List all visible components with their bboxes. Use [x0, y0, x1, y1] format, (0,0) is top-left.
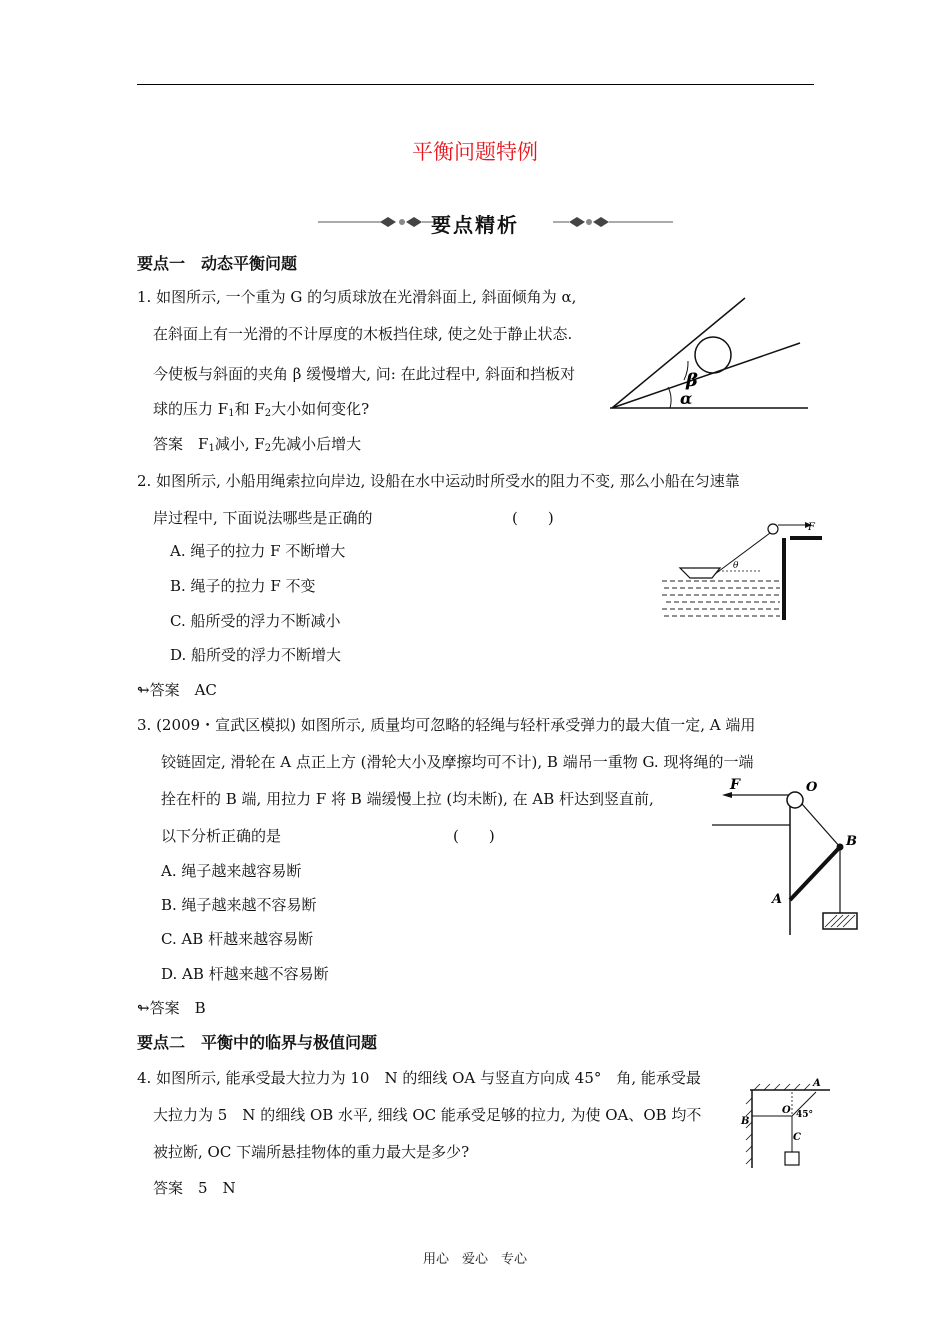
- q2-line-2: 岸过程中, 下面说法哪些是正确的: [153, 509, 373, 527]
- q3-line-4: 以下分析正确的是: [161, 827, 282, 845]
- section1-heading: 要点一 动态平衡问题: [137, 254, 298, 273]
- q3-line-3: 拴在杆的 B 端, 用拉力 F 将 B 端缓慢上拉 (均未断), 在 AB 杆达到竖直前,: [161, 790, 654, 808]
- hanging-weight: [785, 1152, 799, 1165]
- q3-option-c: C. AB 杆越来越容易断: [161, 930, 314, 948]
- fig4-a-label: A: [813, 1078, 821, 1089]
- fig4-b-label: B: [741, 1116, 750, 1127]
- figure-three-strings: [738, 1072, 838, 1172]
- q2-option-d: D. 船所受的浮力不断增大: [170, 646, 342, 664]
- answer-marker-icon: ↬: [137, 999, 150, 1017]
- fig3-b-label: B: [846, 834, 857, 849]
- header-rule: [137, 84, 814, 85]
- figure-boat-pulley: [660, 518, 830, 623]
- q3-option-d: D. AB 杆越来越不容易断: [161, 965, 329, 983]
- q1-line-2: 在斜面上有一光滑的不计厚度的木板挡住球, 使之处于静止状态.: [153, 325, 573, 343]
- page-title: 平衡问题特例: [412, 140, 538, 164]
- q4-answer: 答案 5 N: [153, 1179, 236, 1197]
- q4-line-1: 4. 如图所示, 能承受最大拉力为 10 N 的细线 OA 与竖直方向成 45° 角, 能承受最: [137, 1069, 701, 1087]
- fig4-c-label: C: [793, 1132, 801, 1143]
- q3-option-b: B. 绳子越来越不容易断: [161, 896, 317, 914]
- fig3-f-label: F: [730, 777, 740, 793]
- fig2-theta-label: θ: [733, 561, 739, 571]
- figure-inclined-plane: [610, 295, 815, 415]
- answer-marker-icon: ↬: [137, 681, 150, 699]
- boat: [680, 568, 720, 578]
- q1-line-4: 球的压力 $F_1$和 $F_2$大小如何变化?: [153, 400, 370, 419]
- section2-heading: 要点二 平衡中的临界与极值问题: [137, 1033, 378, 1052]
- figure-rod-pulley: [712, 775, 867, 940]
- q3-answer-paren: ( ): [453, 827, 495, 845]
- q3-line-1: 3. (2009・宣武区模拟) 如图所示, 质量均可忽略的轻绳与轻杆承受弹力的最大值一定, A 端用: [137, 716, 756, 734]
- pulley: [787, 792, 803, 808]
- q2-answer: ↬答案 AC: [137, 681, 217, 699]
- q3-line-2: 铰链固定, 滑轮在 A 点正上方 (滑轮大小及摩擦均可不计), B 端吊一重物 G. 现将绳的一端: [161, 753, 754, 771]
- fig4-o-label: O: [782, 1105, 791, 1116]
- q3-answer: ↬答案 B: [137, 999, 206, 1017]
- q1-line-3: 今使板与斜面的夹角 β 缓慢增大, 问: 在此过程中, 斜面和挡板对: [153, 365, 576, 383]
- fig3-a-label: A: [772, 892, 783, 907]
- fig4-angle-label: 45°: [796, 1110, 814, 1120]
- q2-line-1: 2. 如图所示, 小船用绳索拉向岸边, 设船在水中运动时所受水的阻力不变, 那么小船在匀速靠: [137, 472, 740, 490]
- q4-line-3: 被拉断, OC 下端所悬挂物体的重力最大是多少?: [153, 1143, 470, 1161]
- q1-line-1: 1. 如图所示, 一个重为 G 的匀质球放在光滑斜面上, 斜面倾角为 α,: [137, 288, 577, 306]
- ball: [695, 337, 731, 373]
- fig2-force-label: F: [808, 522, 815, 533]
- q1-answer: 答案 $F_1$减小, $F_2$先减小后增大: [153, 435, 362, 454]
- fig3-o-label: O: [806, 780, 818, 795]
- weight-block: [823, 913, 857, 929]
- q4-line-2: 大拉力为 5 N 的细线 OB 水平, 细线 OC 能承受足够的拉力, 为使 OA、OB 均不: [153, 1106, 702, 1124]
- q3-option-a: A. 绳子越来越容易断: [161, 862, 302, 880]
- banner-heading: 要点精析: [431, 213, 519, 237]
- q2-option-b: B. 绳子的拉力 F 不变: [170, 577, 316, 595]
- q2-option-c: C. 船所受的浮力不断减小: [170, 612, 341, 630]
- q2-answer-paren: ( ): [512, 509, 554, 527]
- fig1-beta-label: β: [686, 370, 698, 391]
- q2-option-a: A. 绳子的拉力 F 不断增大: [170, 542, 346, 560]
- fig1-alpha-label: α: [680, 389, 693, 408]
- page-footer: 用心 爱心 专心: [422, 1252, 527, 1267]
